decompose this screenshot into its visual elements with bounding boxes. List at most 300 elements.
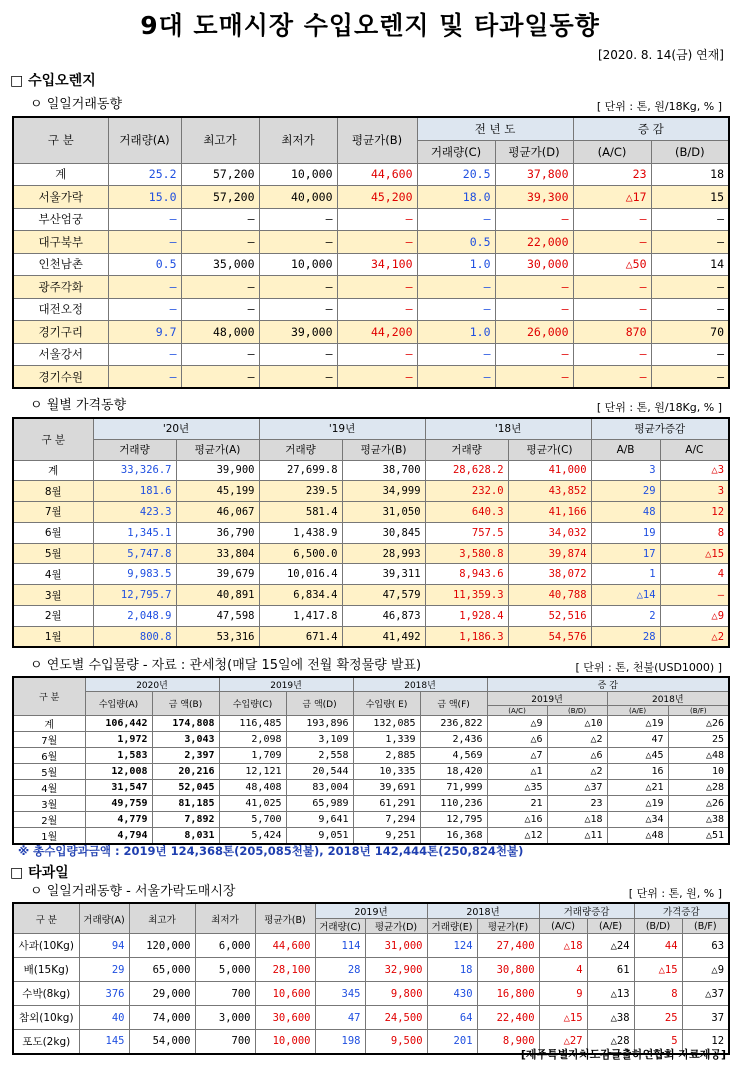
table-cell: 757.5	[425, 522, 508, 543]
table-cell: 39,000	[259, 321, 337, 344]
row-label: 6월	[13, 748, 85, 764]
row-label: 수박(8kg)	[13, 982, 79, 1006]
table-cell: –	[108, 343, 181, 366]
table-row	[13, 343, 729, 366]
table-cell: 120,000	[129, 934, 195, 958]
table-cell: 39,679	[176, 564, 259, 585]
table-cell: 9,500	[365, 1030, 427, 1054]
table-cell: –	[573, 343, 651, 366]
row-label: 4월	[13, 780, 85, 796]
table-cell: △6	[487, 732, 547, 748]
row-label: 8월	[13, 481, 93, 502]
table-cell: 36,790	[176, 522, 259, 543]
table-cell: 83,004	[286, 780, 353, 796]
table-cell: 48,408	[219, 780, 286, 796]
table-cell: 870	[573, 321, 651, 344]
table-cell: △3	[660, 460, 729, 481]
table-row	[13, 716, 729, 732]
row-label: 5월	[13, 764, 85, 780]
table-cell: 41,492	[342, 626, 425, 647]
report-date: [2020. 8. 14(금) 연재]	[597, 48, 724, 62]
table-cell: 12	[682, 1030, 729, 1054]
table-cell: 174,808	[152, 716, 219, 732]
row-label: 계	[13, 163, 108, 186]
row-label: 대전오정	[13, 298, 108, 321]
table-cell: △9	[487, 716, 547, 732]
table-cell: 40,891	[176, 585, 259, 606]
table-cell: –	[259, 298, 337, 321]
table-cell: 31,050	[342, 502, 425, 523]
table-cell: △7	[487, 748, 547, 764]
table-cell: 53,316	[176, 626, 259, 647]
table-cell: –	[337, 231, 417, 254]
data-source-footer: [제주특별자치도감귤출하연합회 자료제공]	[520, 1048, 726, 1061]
table-cell: 4,794	[85, 828, 152, 845]
table-cell: 44	[634, 934, 682, 958]
table-cell: –	[181, 366, 259, 389]
col-ae: (A/E)	[607, 706, 668, 716]
row-label: 4월	[13, 564, 93, 585]
col-amt-f: 금 액(F)	[420, 692, 487, 716]
table-cell: –	[495, 276, 573, 299]
table-cell: 8	[660, 522, 729, 543]
table-cell: △35	[487, 780, 547, 796]
table-cell: 8,900	[477, 1030, 539, 1054]
table-cell: △45	[607, 748, 668, 764]
table-cell: 5	[634, 1030, 682, 1054]
col-y20: '20년	[93, 418, 259, 439]
col-avg-d: 평균가(D)	[365, 919, 427, 934]
table-cell: 38,700	[342, 460, 425, 481]
table-cell: 5,000	[195, 958, 255, 982]
table-cell: 145	[79, 1030, 129, 1054]
col-max: 최고가	[181, 117, 259, 163]
table-cell: 18.0	[417, 186, 495, 209]
table-cell: 430	[427, 982, 477, 1006]
page-title: 9대 도매시장 수입오렌지 및 타과일동향	[140, 11, 600, 40]
table-cell: –	[108, 276, 181, 299]
col-vol-18: 거래량	[425, 439, 508, 460]
table-row	[13, 481, 729, 502]
table-cell: 5,424	[219, 828, 286, 845]
subsection-orange-monthly: ㅇ 월별 가격동향	[30, 398, 127, 413]
unit-t4: [ 단위 : 톤, 원, % ]	[628, 887, 722, 900]
table-row	[13, 606, 729, 627]
table-cell: △18	[547, 812, 607, 828]
col-gubun: 구 분	[13, 418, 93, 460]
table-cell: –	[181, 343, 259, 366]
table-cell: 48,000	[181, 321, 259, 344]
row-label: 3월	[13, 796, 85, 812]
col-min: 최저가	[259, 117, 337, 163]
col-avg: 평균가(B)	[337, 117, 417, 163]
table-cell: 132,085	[353, 716, 420, 732]
table-cell: 30,845	[342, 522, 425, 543]
row-label: 계	[13, 716, 85, 732]
table-row	[13, 321, 729, 344]
table-cell: 27,400	[477, 934, 539, 958]
table-cell: –	[108, 366, 181, 389]
table-row	[13, 276, 729, 299]
table-cell: △9	[660, 606, 729, 627]
table-cell: 47,579	[342, 585, 425, 606]
table-cell: 16,800	[477, 982, 539, 1006]
col-y2019: 2019년	[219, 677, 353, 692]
table-cell: 71,999	[420, 780, 487, 796]
row-label: 6월	[13, 522, 93, 543]
table-cell: △15	[660, 543, 729, 564]
row-label: 경기수원	[13, 366, 108, 389]
table-cell: △15	[634, 958, 682, 982]
table-cell: 114	[315, 934, 365, 958]
table-cell: 25	[634, 1006, 682, 1030]
row-label: 1월	[13, 626, 93, 647]
row-label: 계	[13, 460, 93, 481]
table-cell: 28,100	[255, 958, 315, 982]
table-cell: 800.8	[93, 626, 176, 647]
table-cell: 4,569	[420, 748, 487, 764]
table-cell: 1,345.1	[93, 522, 176, 543]
col-y19: '19년	[259, 418, 425, 439]
table-cell: △17	[573, 186, 651, 209]
table-cell: 1,583	[85, 748, 152, 764]
table-cell: 700	[195, 1030, 255, 1054]
table-cell: –	[651, 208, 729, 231]
table-cell: –	[651, 366, 729, 389]
table-cell: 193,896	[286, 716, 353, 732]
table-cell: 44,600	[337, 163, 417, 186]
table-cell: –	[660, 585, 729, 606]
table-cell: 2,397	[152, 748, 219, 764]
table-row	[13, 812, 729, 828]
table-cell: 16	[607, 764, 668, 780]
table-row	[13, 934, 729, 958]
row-label: 인천남촌	[13, 253, 108, 276]
row-label: 사과(10Kg)	[13, 934, 79, 958]
table-cell: 70	[651, 321, 729, 344]
table-cell: 0.5	[417, 231, 495, 254]
col-gubun: 구 분	[13, 117, 108, 163]
row-label: 7월	[13, 502, 93, 523]
table-cell: 3,043	[152, 732, 219, 748]
table-cell: 8	[634, 982, 682, 1006]
table-cell: –	[573, 276, 651, 299]
table-cell: 23	[573, 163, 651, 186]
col-vol-e: 수입량( E)	[353, 692, 420, 716]
table-cell: △12	[487, 828, 547, 845]
table-cell: 27,699.8	[259, 460, 342, 481]
row-label: 7월	[13, 732, 85, 748]
table-cell: 22,400	[477, 1006, 539, 1030]
col-prev-year: 전 년 도	[417, 117, 573, 140]
table-cell: 21	[487, 796, 547, 812]
table-row	[13, 366, 729, 389]
table-cell: 41,166	[508, 502, 591, 523]
table-cell: 22,000	[495, 231, 573, 254]
row-label: 부산엄궁	[13, 208, 108, 231]
table-cell: 1.0	[417, 321, 495, 344]
col-y18: '18년	[425, 418, 591, 439]
table-cell: 19	[591, 522, 660, 543]
table-cell: 9	[539, 982, 587, 1006]
table-row	[13, 585, 729, 606]
table-cell: 181.6	[93, 481, 176, 502]
table-cell: △34	[607, 812, 668, 828]
table-cell: 33,326.7	[93, 460, 176, 481]
table-cell: △48	[668, 748, 729, 764]
table-cell: –	[108, 231, 181, 254]
table-cell: 11,359.3	[425, 585, 508, 606]
row-label: 3월	[13, 585, 93, 606]
table-cell: 40,000	[259, 186, 337, 209]
col-avg-a: 평균가(A)	[176, 439, 259, 460]
table-cell: 9.7	[108, 321, 181, 344]
table-cell: –	[337, 366, 417, 389]
table-cell: 23	[547, 796, 607, 812]
table-cell: 10,000	[259, 253, 337, 276]
table-cell: 48	[591, 502, 660, 523]
table-cell: –	[181, 298, 259, 321]
table-cell: 47	[315, 1006, 365, 1030]
table-cell: 61,291	[353, 796, 420, 812]
col-change: 증 감	[487, 677, 729, 692]
table-cell: –	[259, 276, 337, 299]
table-row	[13, 748, 729, 764]
table-cell: 12,008	[85, 764, 152, 780]
table-cell: –	[181, 208, 259, 231]
table-cell: 2	[591, 606, 660, 627]
table-cell: 20,544	[286, 764, 353, 780]
table-cell: △9	[682, 958, 729, 982]
table-cell: △48	[607, 828, 668, 845]
table-row	[13, 732, 729, 748]
table-cell: 1,709	[219, 748, 286, 764]
table-cell: 1,339	[353, 732, 420, 748]
row-label: 광주각화	[13, 276, 108, 299]
table-cell: 8,943.6	[425, 564, 508, 585]
table-cell: 37,800	[495, 163, 573, 186]
table-cell: 15	[651, 186, 729, 209]
col-vol-c: 거래량(C)	[315, 919, 365, 934]
table-cell: 29,000	[129, 982, 195, 1006]
table-cell: 61	[587, 958, 634, 982]
table-cell: 46,067	[176, 502, 259, 523]
table-cell: 30,600	[255, 1006, 315, 1030]
table-cell: 198	[315, 1030, 365, 1054]
table-cell: 29	[591, 481, 660, 502]
table-cell: –	[108, 298, 181, 321]
table-cell: 3	[591, 460, 660, 481]
table-cell: 33,804	[176, 543, 259, 564]
table-row	[13, 626, 729, 647]
table-cell: –	[495, 298, 573, 321]
table-cell: –	[259, 366, 337, 389]
table-cell: 29	[79, 958, 129, 982]
table-cell: 20.5	[417, 163, 495, 186]
col-change: 증 감	[573, 117, 729, 140]
table-cell: 106,442	[85, 716, 152, 732]
table-cell: 32,900	[365, 958, 427, 982]
table-cell: 57,200	[181, 163, 259, 186]
row-label: 서울강서	[13, 343, 108, 366]
table-cell: 581.4	[259, 502, 342, 523]
table-cell: –	[417, 343, 495, 366]
table-cell: 28	[591, 626, 660, 647]
table-cell: 43,852	[508, 481, 591, 502]
table-cell: 1	[591, 564, 660, 585]
table-cell: 201	[427, 1030, 477, 1054]
table-cell: 40,788	[508, 585, 591, 606]
col-amt-b: 금 액(B)	[152, 692, 219, 716]
table-cell: 49,759	[85, 796, 152, 812]
table-cell: 44,600	[255, 934, 315, 958]
col-ab: A/B	[591, 439, 660, 460]
table-cell: 10,000	[259, 163, 337, 186]
col-vol: 거래량(A)	[79, 903, 129, 934]
table-cell: 1.0	[417, 253, 495, 276]
col-ae: (A/E)	[587, 919, 634, 934]
col-vol-e: 거래량(E)	[427, 919, 477, 934]
table-cell: –	[417, 208, 495, 231]
table-cell: 39,300	[495, 186, 573, 209]
table-cell: –	[181, 276, 259, 299]
table-cell: 31,547	[85, 780, 152, 796]
col-bd: (B/D)	[547, 706, 607, 716]
table-row	[13, 982, 729, 1006]
table-cell: 3,109	[286, 732, 353, 748]
unit-t1: [ 단위 : 톤, 원/18Kg, % ]	[596, 100, 722, 113]
row-label: 대구북부	[13, 231, 108, 254]
table-cell: 1,186.3	[425, 626, 508, 647]
table-cell: –	[651, 343, 729, 366]
table-cell: 28,628.2	[425, 460, 508, 481]
table-cell: 9,983.5	[93, 564, 176, 585]
row-label: 서울가락	[13, 186, 108, 209]
table-cell: 52,516	[508, 606, 591, 627]
table-cell: 39,311	[342, 564, 425, 585]
table-cell: –	[573, 231, 651, 254]
col-y2019: 2019년	[315, 903, 427, 919]
orange-daily-table	[12, 116, 730, 389]
table-cell: –	[651, 231, 729, 254]
table-cell: 26,000	[495, 321, 573, 344]
table-cell: –	[337, 208, 417, 231]
unit-t2: [ 단위 : 톤, 원/18Kg, % ]	[596, 401, 722, 414]
table-cell: 116,485	[219, 716, 286, 732]
table-row	[13, 764, 729, 780]
col-avg-change: 평균가증감	[591, 418, 729, 439]
table-cell: 25	[668, 732, 729, 748]
table-cell: 376	[79, 982, 129, 1006]
table-cell: 2,048.9	[93, 606, 176, 627]
table-cell: △14	[591, 585, 660, 606]
unit-t3: [ 단위 : 톤, 천불(USD1000) ]	[575, 661, 722, 674]
col-chg-2019: 2019년	[487, 692, 607, 706]
table-row	[13, 828, 729, 845]
table-cell: 239.5	[259, 481, 342, 502]
table-cell: 10,600	[255, 982, 315, 1006]
table-cell: 0.5	[108, 253, 181, 276]
table-cell: 30,000	[495, 253, 573, 276]
section-other-fruits: □ 타과일	[10, 865, 69, 881]
table-cell: 2,098	[219, 732, 286, 748]
table-cell: 74,000	[129, 1006, 195, 1030]
table-cell: 63	[682, 934, 729, 958]
table-cell: 34,032	[508, 522, 591, 543]
table-cell: △24	[587, 934, 634, 958]
col-avg-c: 평균가(C)	[508, 439, 591, 460]
table-cell: △50	[573, 253, 651, 276]
table-cell: 39,874	[508, 543, 591, 564]
total-import-note: ※ 총수입량과금액 : 2019년 124,368톤(205,085천불), 2018년 142,444톤(250,824천불)	[18, 844, 524, 858]
table-cell: 700	[195, 982, 255, 1006]
table-cell: △37	[547, 780, 607, 796]
table-cell: 34,999	[342, 481, 425, 502]
col-y2018: 2018년	[353, 677, 487, 692]
table-cell: △37	[682, 982, 729, 1006]
col-prev-vol: 거래량(C)	[417, 140, 495, 163]
table-cell: 12,795	[420, 812, 487, 828]
table-cell: △1	[487, 764, 547, 780]
table-cell: –	[573, 366, 651, 389]
row-label: 2월	[13, 606, 93, 627]
table-cell: △26	[668, 716, 729, 732]
col-vol-change: 거래량증감	[539, 903, 634, 919]
table-cell: 35,000	[181, 253, 259, 276]
col-chg-2018: 2018년	[607, 692, 729, 706]
table-cell: △13	[587, 982, 634, 1006]
table-cell: 10,335	[353, 764, 420, 780]
table-cell: 18	[651, 163, 729, 186]
table-cell: –	[651, 298, 729, 321]
col-amt-d: 금 액(D)	[286, 692, 353, 716]
table-cell: △26	[668, 796, 729, 812]
col-bd: (B/D)	[634, 919, 682, 934]
table-cell: 10	[668, 764, 729, 780]
table-cell: △2	[547, 732, 607, 748]
col-max: 최고가	[129, 903, 195, 934]
table-cell: 7,892	[152, 812, 219, 828]
col-ac: (A/C)	[573, 140, 651, 163]
table-cell: 54,576	[508, 626, 591, 647]
table-cell: △27	[539, 1030, 587, 1054]
table-cell: 17	[591, 543, 660, 564]
table-cell: –	[417, 276, 495, 299]
table-cell: 45,200	[337, 186, 417, 209]
table-cell: △18	[539, 934, 587, 958]
table-cell: 12,795.7	[93, 585, 176, 606]
table-cell: 110,236	[420, 796, 487, 812]
table-cell: –	[417, 298, 495, 321]
table-cell: 37	[682, 1006, 729, 1030]
table-cell: 640.3	[425, 502, 508, 523]
table-cell: △19	[607, 796, 668, 812]
row-label: 1월	[13, 828, 85, 845]
table-row	[13, 543, 729, 564]
col-gubun: 구 분	[13, 677, 85, 716]
table-cell: △2	[547, 764, 607, 780]
table-cell: 31,000	[365, 934, 427, 958]
subsection-orange-yearly: ㅇ 연도별 수입물량 - 자료 : 관세청(매달 15일에 전월 확정물량 발표)	[30, 658, 422, 673]
table-cell: △21	[607, 780, 668, 796]
col-y2020: 2020년	[85, 677, 219, 692]
table-cell: 39,691	[353, 780, 420, 796]
table-cell: △28	[587, 1030, 634, 1054]
table-cell: 18,420	[420, 764, 487, 780]
subsection-other-daily: ㅇ 일일거래동향 - 서울가락도매시장	[30, 884, 236, 899]
table-cell: 8,031	[152, 828, 219, 845]
table-row	[13, 231, 729, 254]
